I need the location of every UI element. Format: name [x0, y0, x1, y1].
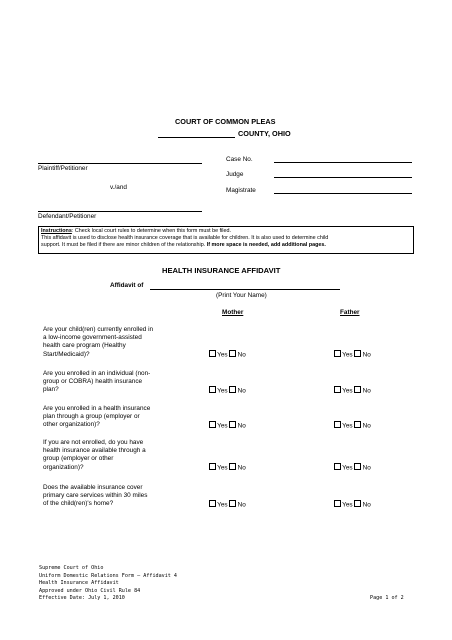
magistrate-field[interactable]	[274, 193, 412, 194]
defendant-label: Defendant/Petitioner	[38, 213, 97, 220]
print-name-hint: (Print Your Name)	[216, 292, 267, 299]
father-q1-yes-checkbox[interactable]	[334, 350, 341, 357]
versus-label: v./and	[110, 184, 127, 191]
defendant-name-field[interactable]	[38, 211, 202, 212]
father-answer-q1: Yes No	[334, 350, 371, 360]
column-header-father: Father	[340, 309, 360, 316]
mother-q4-yes-checkbox[interactable]	[209, 463, 216, 470]
case-no-label: Case No.	[226, 156, 253, 163]
father-q2-no-checkbox[interactable]	[354, 386, 361, 393]
footer-block	[39, 565, 177, 603]
judge-field[interactable]	[274, 177, 412, 178]
footer-line: Health Insurance Affidavit	[39, 580, 119, 587]
mother-q5-no-checkbox[interactable]	[229, 500, 236, 507]
question-item: Does the available insurance cover primary care services within 30 miles of the child(ren)'s home?	[43, 484, 148, 508]
mother-q2-no-checkbox[interactable]	[229, 386, 236, 393]
column-header-mother: Mother	[222, 309, 244, 316]
mother-answer-q4: Yes No	[209, 463, 246, 473]
father-q5-yes-checkbox[interactable]	[334, 500, 341, 507]
question-item: Are you enrolled in an individual (non- group or COBRA) health insurance plan?	[43, 370, 151, 394]
judge-label: Judge	[226, 171, 244, 178]
father-answer-q3: Yes No	[334, 421, 371, 431]
mother-answer-q5: Yes No	[209, 500, 246, 510]
county-label: COUNTY, OHIO	[238, 129, 291, 138]
magistrate-label: Magistrate	[226, 187, 256, 194]
affiant-name-field[interactable]	[150, 289, 340, 290]
mother-q1-no-checkbox[interactable]	[229, 350, 236, 357]
father-answer-q5: Yes No	[334, 500, 371, 510]
footer-line: Effective Date: July 1, 2010	[39, 595, 125, 602]
plaintiff-name-field[interactable]	[38, 163, 202, 164]
mother-q3-no-checkbox[interactable]	[229, 421, 236, 428]
question-item: Are you enrolled in a health insurance plan through a group (employer or other organization)?	[43, 405, 151, 429]
mother-q4-no-checkbox[interactable]	[229, 463, 236, 470]
mother-q2-yes-checkbox[interactable]	[209, 386, 216, 393]
father-q1-no-checkbox[interactable]	[354, 350, 361, 357]
mother-answer-q3: Yes No	[209, 421, 246, 431]
mother-q1-yes-checkbox[interactable]	[209, 350, 216, 357]
instructions-line-2: This affidavit is used to disclose health insurance coverage that is available for children. It is also used to determine child	[41, 235, 329, 242]
footer-line: Uniform Domestic Relations Form – Affidavit 4	[39, 572, 178, 579]
question-item: If you are not enrolled, do you have health insurance available through a group (employer or other organization)?	[43, 439, 146, 471]
affidavit-of-label: Affidavit of	[110, 282, 144, 289]
mother-q3-yes-checkbox[interactable]	[209, 421, 216, 428]
father-answer-q4: Yes No	[334, 463, 371, 473]
father-q3-yes-checkbox[interactable]	[334, 421, 341, 428]
father-q5-no-checkbox[interactable]	[354, 500, 361, 507]
mother-q5-yes-checkbox[interactable]	[209, 500, 216, 507]
case-no-field[interactable]	[274, 162, 412, 163]
father-q4-yes-checkbox[interactable]	[334, 463, 341, 470]
father-q3-no-checkbox[interactable]	[354, 421, 361, 428]
county-name-field[interactable]	[158, 137, 235, 138]
court-title: COURT OF COMMON PLEAS	[175, 117, 276, 126]
page-number: Page 1 of 2	[370, 595, 404, 601]
footer-line: Supreme Court of Ohio	[39, 565, 104, 571]
instructions-box	[38, 226, 414, 254]
question-item: Are your child(ren) currently enrolled in a low-income government-assisted health care program (Healthy Start/Medicaid)?	[43, 326, 154, 358]
instructions-line-1: Instructions: Check local court rules to determine when this form must be filed.	[41, 228, 231, 234]
footer-line: Approved under Ohio Civil Rule 84	[39, 587, 141, 594]
father-q2-yes-checkbox[interactable]	[334, 386, 341, 393]
instructions-heading: Instructions	[41, 228, 72, 234]
mother-answer-q2: Yes No	[209, 386, 246, 396]
father-q4-no-checkbox[interactable]	[354, 463, 361, 470]
instructions-line-3: support. It must be filed if there are minor children of the relationship. If more space is needed, add additional pages.	[41, 242, 326, 249]
father-answer-q2: Yes No	[334, 386, 371, 396]
mother-answer-q1: Yes No	[209, 350, 246, 360]
form-title: HEALTH INSURANCE AFFIDAVIT	[162, 266, 281, 275]
plaintiff-label: Plaintiff/Petitioner	[38, 165, 88, 172]
